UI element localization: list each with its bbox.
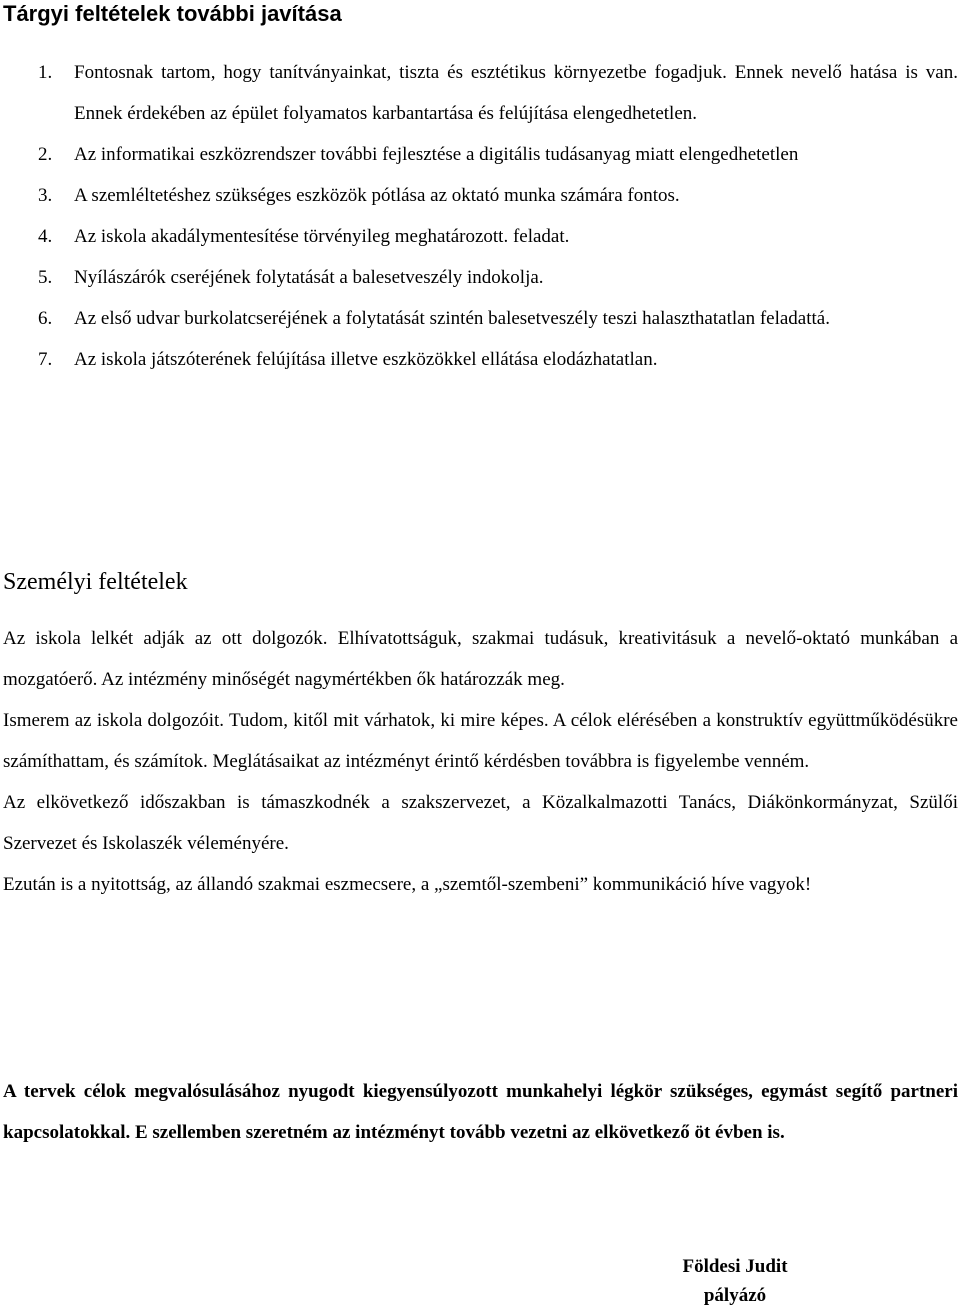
signature-block xyxy=(600,1252,870,1310)
list-item-text: Nyílászárók cseréjének folytatását a balesetveszély indokolja. xyxy=(74,267,544,288)
list-item-number: 6. xyxy=(38,308,53,329)
list-item xyxy=(0,175,958,216)
list-item xyxy=(0,216,958,257)
list-item-number: 2. xyxy=(38,144,53,165)
list-item xyxy=(0,52,958,134)
list-item-number: 7. xyxy=(38,349,53,370)
list-item xyxy=(0,339,958,380)
section-heading-personal-conditions: Személyi feltételek xyxy=(3,569,188,595)
list-item-number: 5. xyxy=(38,267,53,288)
list-item xyxy=(0,134,958,175)
list-item-number: 1. xyxy=(38,62,53,83)
signature-role: pályázó xyxy=(703,1285,767,1306)
signature-name: Földesi Judit xyxy=(682,1256,788,1277)
list-item-text: Az informatikai eszközrendszer további fejlesztése a digitális tudásanyag miatt elengedhetetlen xyxy=(74,144,799,165)
list-item-number: 4. xyxy=(38,226,53,247)
improvement-list xyxy=(0,52,958,380)
list-item-text: Fontosnak tartom, hogy tanítványainkat, tiszta és esztétikus környezetbe fogadjuk. Ennek nevelő hatása is van. Ennek érdekében az épület folyamatos karbantartása és felújítása elengedhetetlen. xyxy=(74,62,958,124)
personal-conditions-text xyxy=(3,618,958,905)
list-item-text: A szemléltetéshez szükséges eszközök pótlása az oktató munka számára fontos. xyxy=(74,185,680,206)
list-item xyxy=(0,257,958,298)
paragraph: Ismerem az iskola dolgozóit. Tudom, kitől mit várhatok, ki mire képes. A célok elérésében a konstruktív együttműködésükre számíthattam, és számítok. Meglátásaikat az intézményt érintő kérdésben továbbra is figyelembe venném. xyxy=(3,710,958,772)
list-item-text: Az iskola akadálymentesítése törvényileg meghatározott. feladat. xyxy=(74,226,570,247)
paragraph: Ezután is a nyitottság, az állandó szakmai eszmecsere, a „szemtől-szembeni” kommunikáció híve vagyok! xyxy=(3,874,812,895)
paragraph: Az elkövetkező időszakban is támaszkodnék a szakszervezet, a Közalkalmazotti Tanács, Diákönkormányzat, Szülői Szervezet és Iskolaszék véleményére. xyxy=(3,792,958,854)
section-heading-material-conditions: Tárgyi feltételek további javítása xyxy=(3,1,342,26)
closing-statement: A tervek célok megvalósulásához nyugodt kiegyensúlyozott munkahelyi légkör szükséges, egymást segítő partneri kapcsolatokkal. E szellemben szeretném az intézményt tovább vezetni az elkövetkező öt évben is. xyxy=(3,1081,958,1143)
paragraph: Az iskola lelkét adják az ott dolgozók. Elhívatottságuk, szakmai tudásuk, kreativitásuk a nevelő-oktató munkában a mozgatóerő. Az intézmény minőségét nagymértékben ők határozzák meg. xyxy=(3,628,958,690)
list-item-number: 3. xyxy=(38,185,53,206)
list-item xyxy=(0,298,958,339)
list-item-text: Az iskola játszóterének felújítása illetve eszközökkel ellátása elodázhatatlan. xyxy=(74,349,658,370)
list-item-text: Az első udvar burkolatcseréjének a folytatását szintén balesetveszély teszi halaszthatatlan feladattá. xyxy=(74,308,830,329)
